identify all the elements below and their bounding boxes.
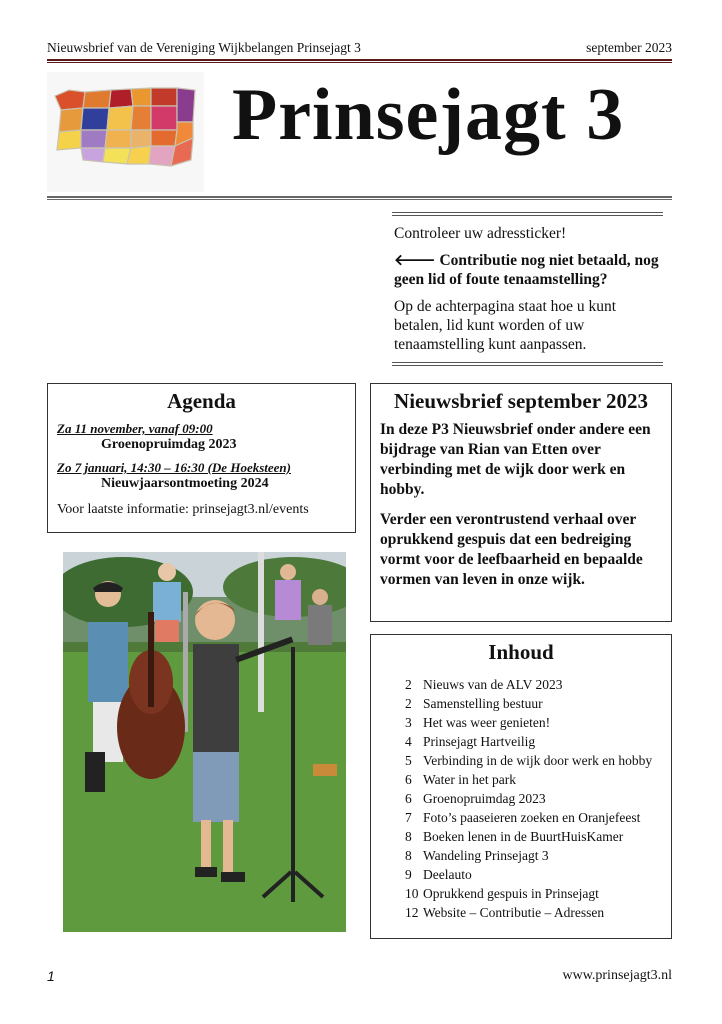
toc-item-title: Nieuws van de ALV 2023 xyxy=(423,677,563,692)
toc-item-title: Foto’s paaseieren zoeken en Oranjefeest xyxy=(423,810,641,825)
agenda-info-link: Voor laatste informatie: prinsejagt3.nl/events xyxy=(57,502,309,517)
toc-page-number: 8 xyxy=(405,848,412,863)
agenda-item-event: Nieuwjaarsontmoeting 2024 xyxy=(101,476,269,491)
notice-back-page-info: Op de achterpagina staat hoe u kunt betalen, lid kunt worden of uw tenaamstelling kunt aanpassen. xyxy=(394,298,617,353)
toc-item xyxy=(405,789,671,808)
toc-item xyxy=(405,808,671,827)
toc-item xyxy=(405,865,671,884)
toc-item-title: Groenopruimdag 2023 xyxy=(423,791,546,806)
newsletter-intro-title: Nieuwsbrief september 2023 xyxy=(394,389,648,413)
toc-item xyxy=(405,751,671,770)
newsletter-intro-box xyxy=(370,383,672,622)
left-arrow-icon: 🡐 xyxy=(394,252,436,269)
toc-page-number: 4 xyxy=(405,734,412,749)
agenda-title: Agenda xyxy=(167,389,236,413)
toc-page-number: 6 xyxy=(405,772,412,787)
toc-item xyxy=(405,770,671,789)
footer-page-number: 1 xyxy=(47,968,55,984)
toc-item xyxy=(405,827,671,846)
header-rule xyxy=(47,59,672,61)
toc-page-number: 9 xyxy=(405,867,412,882)
toc-item xyxy=(405,903,671,922)
toc-page-number: 7 xyxy=(405,810,412,825)
notice-bottom-rule-2 xyxy=(392,365,663,366)
toc-page-number: 10 xyxy=(405,886,419,901)
header-newsletter-name: Nieuwsbrief van de Vereniging Wijkbelangen Prinsejagt 3 xyxy=(47,40,361,55)
notice-bottom-rule xyxy=(392,362,663,363)
toc-item xyxy=(405,694,671,713)
neighborhood-map-logo xyxy=(47,72,204,192)
notice-contribution-question xyxy=(394,251,663,289)
agenda-item-date: Zo 7 januari, 14:30 – 16:30 (De Hoeksteen) xyxy=(57,460,291,475)
notice-check-sticker: Controleer uw adressticker! xyxy=(394,225,567,242)
newsletter-intro-paragraph: Verder een verontrustend verhaal over oprukkend gespuis dat een bedreiging vormt voor de leefbaarheid en bepaalde vormen van leven in onze wijk. xyxy=(380,511,643,588)
toc-item xyxy=(405,675,671,694)
toc-item xyxy=(405,713,671,732)
toc-item-title: Het was weer genieten! xyxy=(423,715,551,730)
toc-item-title: Prinsejagt Hartveilig xyxy=(423,734,536,749)
header-rule-thin xyxy=(47,62,672,63)
notice-top-rule xyxy=(392,212,663,213)
toc-page-number: 12 xyxy=(405,905,419,920)
photo-boy-singing-with-bass-player xyxy=(63,552,346,932)
toc-item-title: Website – Contributie – Adressen xyxy=(423,905,605,920)
agenda-item-event: Groenopruimdag 2023 xyxy=(101,437,237,452)
masthead-rule-thin xyxy=(47,199,672,200)
toc-item xyxy=(405,846,671,865)
toc-page-number: 6 xyxy=(405,791,412,806)
toc-item-title: Oprukkend gespuis in Prinsejagt xyxy=(423,886,599,901)
agenda-box xyxy=(47,383,356,533)
toc-page-number: 2 xyxy=(405,677,412,692)
toc-item-title: Wandeling Prinsejagt 3 xyxy=(423,848,549,863)
toc-item-title: Water in het park xyxy=(423,772,516,787)
address-sticker-notice xyxy=(392,212,663,368)
footer-website-url: www.prinsejagt3.nl xyxy=(562,968,672,983)
toc-title: Inhoud xyxy=(488,640,554,664)
toc-page-number: 2 xyxy=(405,696,412,711)
toc-item xyxy=(405,732,671,751)
toc-page-number: 3 xyxy=(405,715,412,730)
masthead-title: Prinsejagt 3 xyxy=(232,74,625,156)
toc-item xyxy=(405,884,671,903)
toc-item-title: Boeken lenen in de BuurtHuisKamer xyxy=(423,829,624,844)
toc-item-title: Verbinding in de wijk door werk en hobby xyxy=(423,753,653,768)
newsletter-intro-paragraph: In deze P3 Nieuwsbrief onder andere een bijdrage van Rian van Etten over verbinding met de wijk door werk en hobby. xyxy=(380,421,651,498)
notice-contribution-text: Contributie nog niet betaald, nog geen lid of foute tenaamstelling? xyxy=(394,252,659,288)
toc-page-number: 5 xyxy=(405,753,412,768)
header-issue-date: september 2023 xyxy=(586,40,672,55)
table-of-contents-box xyxy=(370,634,672,939)
toc-item-title: Deelauto xyxy=(423,867,472,882)
toc-page-number: 8 xyxy=(405,829,412,844)
notice-top-rule-2 xyxy=(392,215,663,216)
agenda-item-date: Za 11 november, vanaf 09:00 xyxy=(57,421,213,436)
toc-item-title: Samenstelling bestuur xyxy=(423,696,543,711)
masthead-rule xyxy=(47,196,672,198)
